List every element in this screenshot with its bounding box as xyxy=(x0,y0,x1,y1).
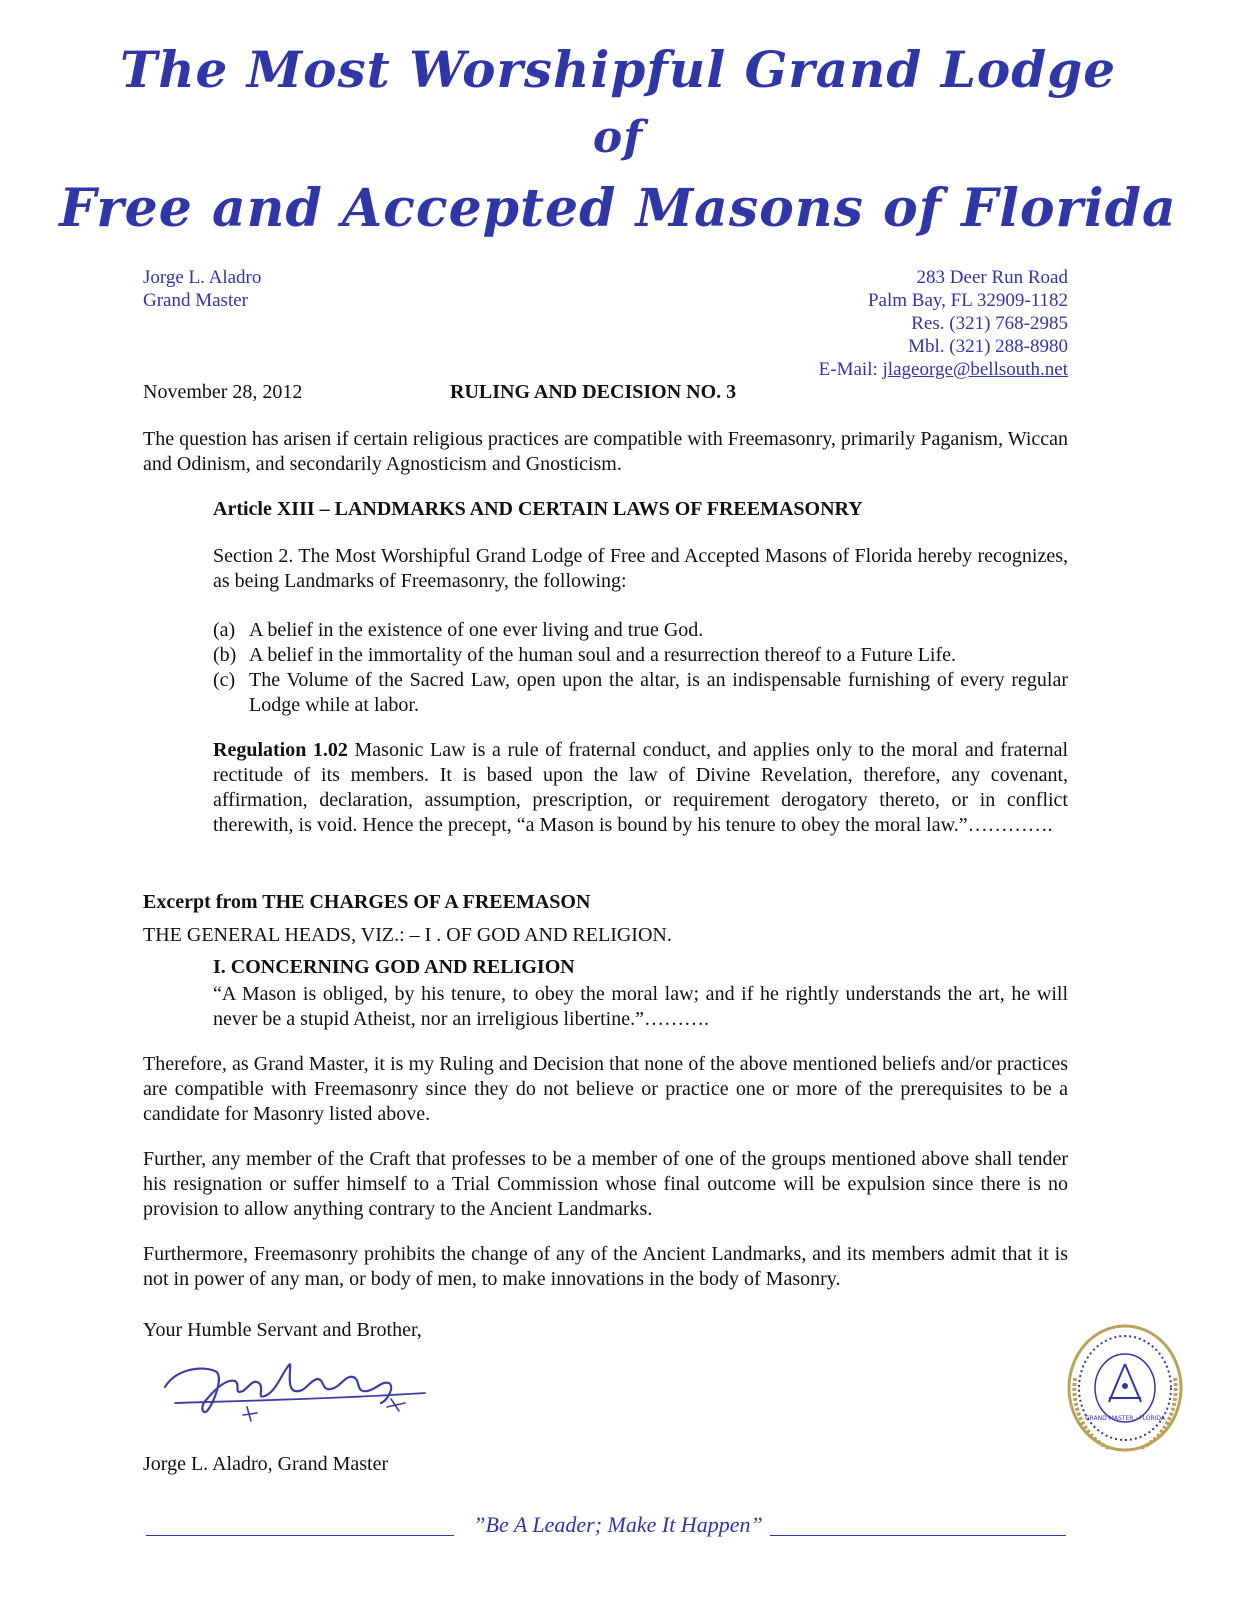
section-2-paragraph: Section 2. The Most Worshipful Grand Lodge of Free and Accepted Masons of Florida hereby recognizes, as being Landmarks of Freemasonry, the following: xyxy=(213,545,1068,592)
concerning-heading: I. CONCERNING GOD AND RELIGION xyxy=(213,956,575,978)
address-email-row xyxy=(819,358,1068,381)
general-heads: THE GENERAL HEADS, VIZ.: – I . OF GOD AND RELIGION. xyxy=(143,924,672,946)
sender-role: Grand Master xyxy=(143,290,248,311)
address-mobile-phone: Mbl. (321) 288-8980 xyxy=(908,336,1068,357)
excerpt-heading: Excerpt from THE CHARGES OF A FREEMASON xyxy=(143,891,591,913)
ruling-paragraph: Therefore, as Grand Master, it is my Ruling and Decision that none of the above mentioned beliefs and/or practices are compatible with Freemasonry since they do not believe or practice one or more of the prerequisites to be a candidate for Masonry listed above. xyxy=(143,1053,1068,1125)
address-block xyxy=(819,266,1068,381)
article-heading: Article XIII – LANDMARKS AND CERTAIN LAWS OF FREEMASONRY xyxy=(213,498,863,520)
list-item xyxy=(213,618,1068,643)
letterhead-line-2: of xyxy=(592,112,644,163)
footer-motto: ”Be A Leader; Make It Happen” xyxy=(473,1512,763,1537)
concerning-quote: “A Mason is obliged, by his tenure, to obey the moral law; and if he rightly understands the art, he will never be a stupid Atheist, nor an irreligious libertine.”………. xyxy=(213,983,1068,1030)
closing-line: Your Humble Servant and Brother, xyxy=(143,1319,422,1341)
landmarks-list xyxy=(213,618,1068,718)
furthermore-paragraph: Furthermore, Freemasonry prohibits the change of any of the Ancient Landmarks, and its members admit that it is not in power of any man, or body of men, to make innovations in the body of Masonry. xyxy=(143,1243,1068,1290)
list-item xyxy=(213,643,1068,668)
sender-block xyxy=(143,266,261,312)
list-item-label: (a) xyxy=(213,619,236,641)
list-item-label: (c) xyxy=(213,669,236,691)
sender-name: Jorge L. Aladro xyxy=(143,267,262,288)
handwritten-signature xyxy=(155,1345,440,1425)
regulation-text: Masonic Law is a rule of fraternal conduct, and applies only to the moral and fraternal rectitude of its members. It is based upon the law of Divine Revelation, therefore, any covenant, affirmation, declaration, assumption, prescription, or requirement derogatory thereto, or in conflict therewith, is void. Hence the precept, “a Mason is bound by his tenure to obey the moral law.”…………. xyxy=(213,739,1069,836)
list-item-text: A belief in the existence of one ever living and true God. xyxy=(249,619,704,641)
grand-master-seal xyxy=(1065,1318,1185,1468)
list-item-text: A belief in the immortality of the human soul and a resurrection thereof to a Future Life. xyxy=(249,644,957,666)
signature-name: Jorge L. Aladro, Grand Master xyxy=(143,1453,389,1475)
address-street: 283 Deer Run Road xyxy=(916,267,1068,288)
address-city: Palm Bay, FL 32909-1182 xyxy=(867,290,1068,311)
intro-paragraph: The question has arisen if certain religious practices are compatible with Freemasonry, primarily Paganism, Wiccan and Odinism, and secondarily Agnosticism and Gnosticism. xyxy=(143,428,1068,475)
ruling-title: RULING AND DECISION NO. 3 xyxy=(450,381,737,403)
email-label: E-Mail: xyxy=(818,359,883,380)
list-item-label: (b) xyxy=(213,644,237,666)
regulation-label: Regulation 1.02 xyxy=(213,739,348,761)
letter-date: November 28, 2012 xyxy=(143,381,303,403)
list-item xyxy=(213,668,1068,718)
seal-text: GRAND MASTER · FLORIDA xyxy=(1085,1415,1165,1422)
list-item-text: The Volume of the Sacred Law, open upon the altar, is an indispensable furnishing of every regular Lodge while at labor. xyxy=(249,669,1068,716)
address-res-phone: Res. (321) 768-2985 xyxy=(911,313,1068,334)
regulation-paragraph xyxy=(213,738,1068,838)
letterhead-line-3: Free and Accepted Masons of Florida xyxy=(59,178,1177,239)
letterhead-line-1: The Most Worshipful Grand Lodge xyxy=(119,40,1116,99)
further-paragraph: Further, any member of the Craft that professes to be a member of one of the groups mentioned above shall tender his resignation or suffer himself to a Trial Commission whose final outcome will be expulsion since there is no provision to allow anything contrary to the Ancient Landmarks. xyxy=(143,1148,1068,1220)
email-link[interactable]: jlageorge@bellsouth.net xyxy=(882,359,1068,380)
